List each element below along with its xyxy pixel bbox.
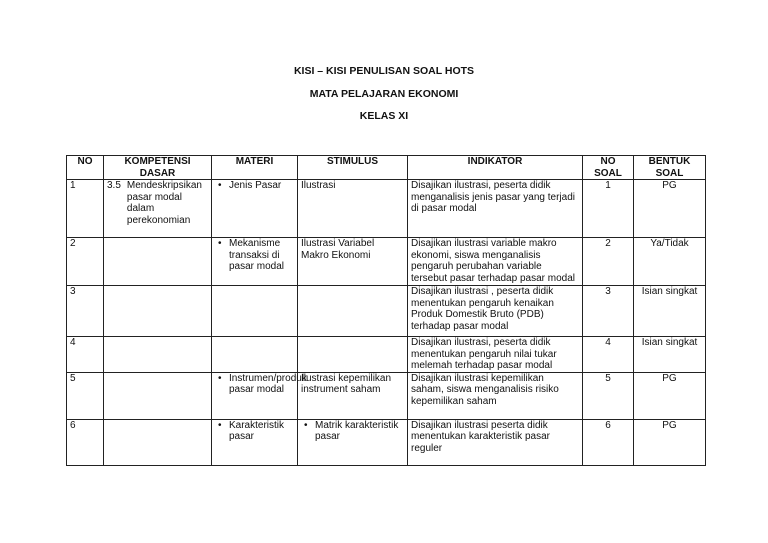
materi-text: Jenis Pasar (229, 180, 282, 191)
bullet-icon: • (218, 238, 222, 249)
materi-text: Instrumen/produk pasar modal (229, 372, 307, 395)
header-materi: MATERI (212, 156, 298, 180)
table-row (67, 238, 706, 286)
header-bentuk-soal: BENTUK SOAL (634, 156, 706, 180)
header-no-soal: NO SOAL (583, 156, 634, 180)
row-stimulus: Ilustrasi (298, 180, 408, 238)
header-no: NO (67, 156, 104, 180)
table-row (67, 337, 706, 373)
row-materi (212, 180, 298, 238)
row-no-soal: 1 (583, 180, 634, 238)
row-no: 3 (67, 286, 104, 337)
row-kompetensi (104, 286, 212, 337)
stimulus-text: Matrik karakteristik pasar (315, 419, 399, 442)
row-indikator: Disajikan ilustrasi, peserta didik menentukan pengaruh nilai tukar melemah terhadap pasar modal (408, 337, 583, 373)
table-row (67, 286, 706, 337)
row-bentuk-soal: Ya/Tidak (634, 238, 706, 286)
row-materi (212, 419, 298, 465)
row-no: 5 (67, 372, 104, 419)
bullet-icon: • (218, 372, 222, 384)
materi-text: Mekanisme transaksi di pasar modal (229, 238, 285, 272)
row-stimulus (298, 337, 408, 373)
table-row (67, 180, 706, 238)
row-no: 2 (67, 238, 104, 286)
bullet-icon: • (304, 419, 308, 431)
table-row (67, 419, 706, 465)
row-no-soal: 5 (583, 372, 634, 419)
bullet-icon: • (218, 180, 222, 191)
row-bentuk-soal: Isian singkat (634, 286, 706, 337)
row-kompetensi (104, 238, 212, 286)
row-indikator: Disajikan ilustrasi variable makro ekonomi, siswa menganalisis pengaruh perubahan variable tersebut pasar terhadap pasar modal (408, 238, 583, 286)
document-title: KISI – KISI PENULISAN SOAL HOTS (293, 65, 475, 77)
table-header-row (67, 156, 706, 180)
bullet-icon: • (218, 419, 222, 431)
row-materi (212, 286, 298, 337)
row-kompetensi (104, 337, 212, 373)
row-no-soal: 6 (583, 419, 634, 465)
row-no-soal: 3 (583, 286, 634, 337)
row-kompetensi (104, 372, 212, 419)
row-no-soal: 2 (583, 238, 634, 286)
row-indikator: Disajikan ilustrasi , peserta didik menentukan pengaruh kenaikan Produk Domestik Bruto (PDB) terhadap pasar modal (408, 286, 583, 337)
row-stimulus (298, 419, 408, 465)
header-indikator: INDIKATOR (408, 156, 583, 180)
row-bentuk-soal: Isian singkat (634, 337, 706, 373)
header-kompetensi-dasar: KOMPETENSI DASAR (104, 156, 212, 180)
row-stimulus: Ilustrasi kepemilikan instrument saham (298, 372, 408, 419)
row-materi (212, 238, 298, 286)
row-kompetensi (104, 180, 212, 238)
kisi-table (66, 155, 706, 466)
row-no: 4 (67, 337, 104, 373)
row-no: 6 (67, 419, 104, 465)
materi-text: Karakteristik pasar (229, 419, 285, 442)
row-no: 1 (67, 180, 104, 238)
row-bentuk-soal: PG (634, 180, 706, 238)
kd-number: 3.5 (107, 180, 121, 191)
document-class: KELAS XI (359, 110, 409, 122)
row-stimulus: Ilustrasi Variabel Makro Ekonomi (298, 238, 408, 286)
row-kompetensi (104, 419, 212, 465)
row-materi (212, 337, 298, 373)
row-bentuk-soal: PG (634, 419, 706, 465)
row-indikator: Disajikan ilustrasi peserta didik menentukan karakteristik pasar reguler (408, 419, 583, 465)
row-materi (212, 372, 307, 419)
document-subject: MATA PELAJARAN EKONOMI (309, 88, 459, 100)
row-no-soal: 4 (583, 337, 634, 373)
row-stimulus (298, 286, 408, 337)
kd-text: Mendeskripsikan pasar modal dalam perekonomian (126, 180, 202, 226)
row-indikator: Disajikan ilustrasi, peserta didik menganalisis jenis pasar yang terjadi di pasar modal (408, 180, 583, 238)
row-bentuk-soal: PG (634, 372, 706, 419)
header-stimulus: STIMULUS (298, 156, 408, 180)
row-indikator: Disajikan ilustrasi kepemilikan saham, siswa menganalisis risiko kepemilikan saham (408, 372, 583, 419)
table-row (67, 372, 706, 419)
